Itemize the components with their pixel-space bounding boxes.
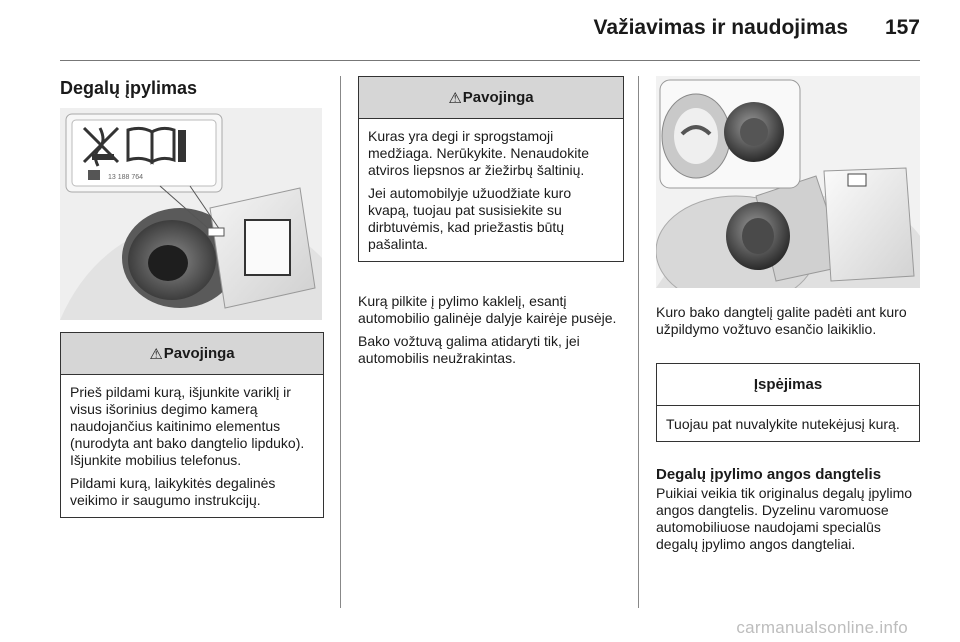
warning-paragraph: Prieš pildami kurą, išjunkite variklį ir visus išorinius degimo kamerą naudojančius kaitinimo elementus (nurodyta ant bako dangtelio lipduko). Išjunkite mobilius telefonus.	[70, 384, 305, 468]
warning-box-left	[60, 332, 324, 518]
warning-paragraph: Pildami kurą, laikykitės degalinės veikimo ir saugumo instrukcijų.	[70, 475, 276, 508]
section-title: Degalų įpylimas	[60, 78, 198, 98]
warning-paragraph: Kuras yra degi ir sprogstamoji medžiaga. Nerūkykite. Nenaudokite atviros liepsnos ar žiežirbų šaltinių.	[368, 128, 590, 178]
fuel-cap-illustration	[656, 76, 920, 288]
fuel-cap-figure	[656, 76, 920, 288]
column-divider-left	[340, 76, 341, 608]
column-divider-right	[638, 76, 639, 608]
notice-box-header: Įspėjimas	[657, 364, 919, 406]
warning-triangle-icon: ⚠	[149, 345, 163, 363]
warning-box-middle	[358, 76, 624, 262]
page-number: 157	[884, 16, 920, 39]
watermark: carmanualsonline.info	[736, 618, 908, 637]
warning-box-body	[359, 119, 623, 261]
label-chip-icon	[88, 170, 100, 180]
body-paragraph: Kurą pilkite į pylimo kaklelį, esantį automobilio galinėje dalyje kairėje pusėje.	[358, 293, 617, 326]
figure-label-number: 13 188 764	[108, 174, 144, 181]
warning-paragraph: Jei automobilyje užuodžiate kuro kvapą, tuojau pat susisiekite su dirbtuvėmis, kad priežastis būtų pašalinta.	[368, 185, 572, 252]
warning-title: Pavojinga	[462, 89, 534, 106]
warning-title: Pavojinga	[163, 345, 235, 362]
body-paragraph: Kuro bako dangtelį galite padėti ant kuro užpildymo vožtuvo esančio laikiklio.	[656, 304, 907, 337]
right-body-text	[656, 304, 920, 338]
body-paragraph: Bako vožtuvą galima atidaryti tik, jei automobilis neužrakintas.	[358, 333, 580, 366]
notice-paragraph: Tuojau pat nuvalykite nutekėjusį kurą.	[666, 416, 900, 432]
notice-box-right	[656, 363, 920, 442]
fuel-flap-illustration	[60, 108, 322, 320]
warning-box-header	[61, 333, 323, 375]
subsection-paragraph: Puikiai veikia tik originalus degalų įpylimo angos dangtelis. Dyzelinu varomuose automobiliuose naudojami specialūs degalų įpylimo angos dangteliai.	[656, 485, 913, 552]
warning-box-body	[61, 375, 323, 517]
warning-triangle-icon: ⚠	[448, 89, 462, 107]
subsection	[656, 466, 920, 553]
notice-box-body	[657, 406, 919, 441]
running-header-title: Važiavimas ir naudojimas	[593, 16, 848, 39]
fuel-flap-figure	[60, 108, 322, 320]
middle-body-text	[358, 293, 622, 373]
header-rule	[60, 60, 920, 61]
warning-box-header	[359, 77, 623, 119]
subsection-title: Degalų įpylimo angos dangtelis	[656, 466, 882, 483]
